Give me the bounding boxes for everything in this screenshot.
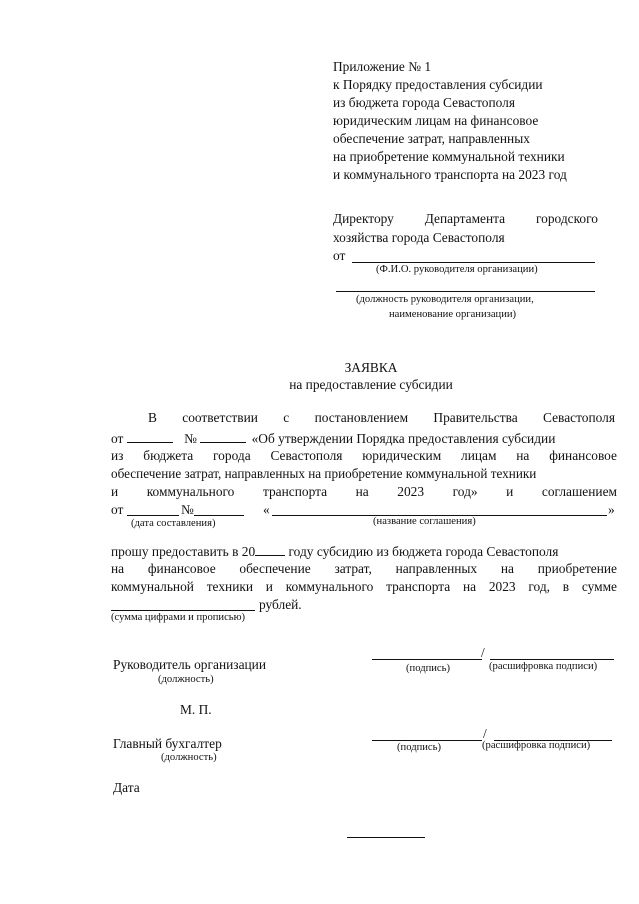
- head-slash: /: [481, 645, 485, 660]
- p1-line-2-text: «Об утверждении Порядка предоставления субсидии: [251, 431, 556, 446]
- accountant-label: Главный бухгалтер: [113, 736, 222, 751]
- p1-from-label: от: [111, 431, 124, 446]
- appendix-line-3: из бюджета города Севастополя: [333, 95, 516, 110]
- p1-line-4: обеспечение затрат, направленных на приобретение коммунальной техники: [111, 466, 537, 481]
- document-subtitle: на предоставление субсидии: [289, 377, 453, 392]
- accountant-signature-line: [372, 740, 482, 741]
- appendix-line-6: на приобретение коммунальной техники: [333, 149, 565, 164]
- p1-line-3: из бюджета города Севастополя юридическим лицам на финансовое: [111, 448, 617, 463]
- appendix-line-1: Приложение № 1: [333, 59, 432, 74]
- p1-line-5: и коммунального транспорта на 2023 год» и соглашением: [111, 484, 617, 499]
- head-decode-caption: (расшифровка подписи): [489, 661, 598, 672]
- fio-line: [352, 262, 595, 263]
- head-signature-line: [372, 659, 482, 660]
- p1-line-6-no: №: [181, 502, 194, 517]
- p1-number-label: №: [184, 431, 197, 446]
- stamp-mark: М. П.: [180, 702, 212, 717]
- p1-line-1: В соответствии с постановлением Правительства Севастополя: [148, 410, 615, 425]
- accountant-signature-caption: (подпись): [397, 742, 441, 753]
- appendix-line-5: обеспечение затрат, направленных: [333, 131, 530, 146]
- p1-line-6-open: «: [263, 502, 270, 517]
- p2-line-4: рублей.: [259, 597, 302, 612]
- accountant-position-caption: (должность): [161, 752, 217, 763]
- sum-line: [111, 610, 255, 611]
- p1-line-6-close: »: [608, 502, 615, 517]
- appendix-line-7: и коммунального транспорта на 2023 год: [333, 167, 567, 182]
- p2-line-1-b: году субсидию из бюджета города Севастополя: [288, 544, 559, 559]
- document-title: ЗАЯВКА: [344, 360, 398, 375]
- date-caption: (дата составления): [131, 518, 216, 529]
- appendix-line-4: юридическим лицам на финансовое: [333, 113, 539, 128]
- position-caption-1: (должность руководителя организации,: [356, 294, 534, 305]
- sum-caption: (сумма цифрами и прописью): [111, 612, 246, 623]
- p2-line-1: [111, 543, 617, 560]
- p1-line-6-from: от: [111, 502, 124, 517]
- head-signature-caption: (подпись): [406, 663, 450, 674]
- from-label: от: [333, 248, 346, 263]
- fio-caption: (Ф.И.О. руководителя организации): [376, 264, 538, 275]
- position-line: [336, 291, 595, 292]
- p2-line-2: на финансовое обеспечение затрат, направленных на приобретение: [111, 561, 617, 576]
- head-label: Руководитель организации: [113, 657, 267, 672]
- date-label: Дата: [113, 780, 140, 795]
- appendix-line-2: к Порядку предоставления субсидии: [333, 77, 543, 92]
- p2-line-1-a: прошу предоставить в 20: [111, 544, 256, 559]
- agreement-number-line: [194, 515, 244, 516]
- head-position-caption: (должность): [158, 674, 214, 685]
- p1-line-2: [111, 430, 617, 447]
- addressee-line-2: хозяйства города Севастополя: [333, 230, 505, 245]
- footer-separator: [347, 837, 425, 838]
- p1-date-blank: [127, 430, 173, 443]
- year-blank: [255, 543, 285, 556]
- agreement-caption: (название соглашения): [373, 516, 476, 527]
- accountant-slash: /: [483, 726, 487, 741]
- head-decode-line: [490, 659, 614, 660]
- addressee-line-1: Директору Департамента городского: [333, 211, 598, 226]
- accountant-decode-caption: (расшифровка подписи): [482, 740, 591, 751]
- p1-number-blank: [200, 430, 246, 443]
- agreement-date-line-a: [127, 515, 179, 516]
- p2-line-3: коммунальной техники и коммунального транспорта на 2023 год, в сумме: [111, 579, 617, 594]
- position-caption-2: наименование организации): [389, 309, 517, 320]
